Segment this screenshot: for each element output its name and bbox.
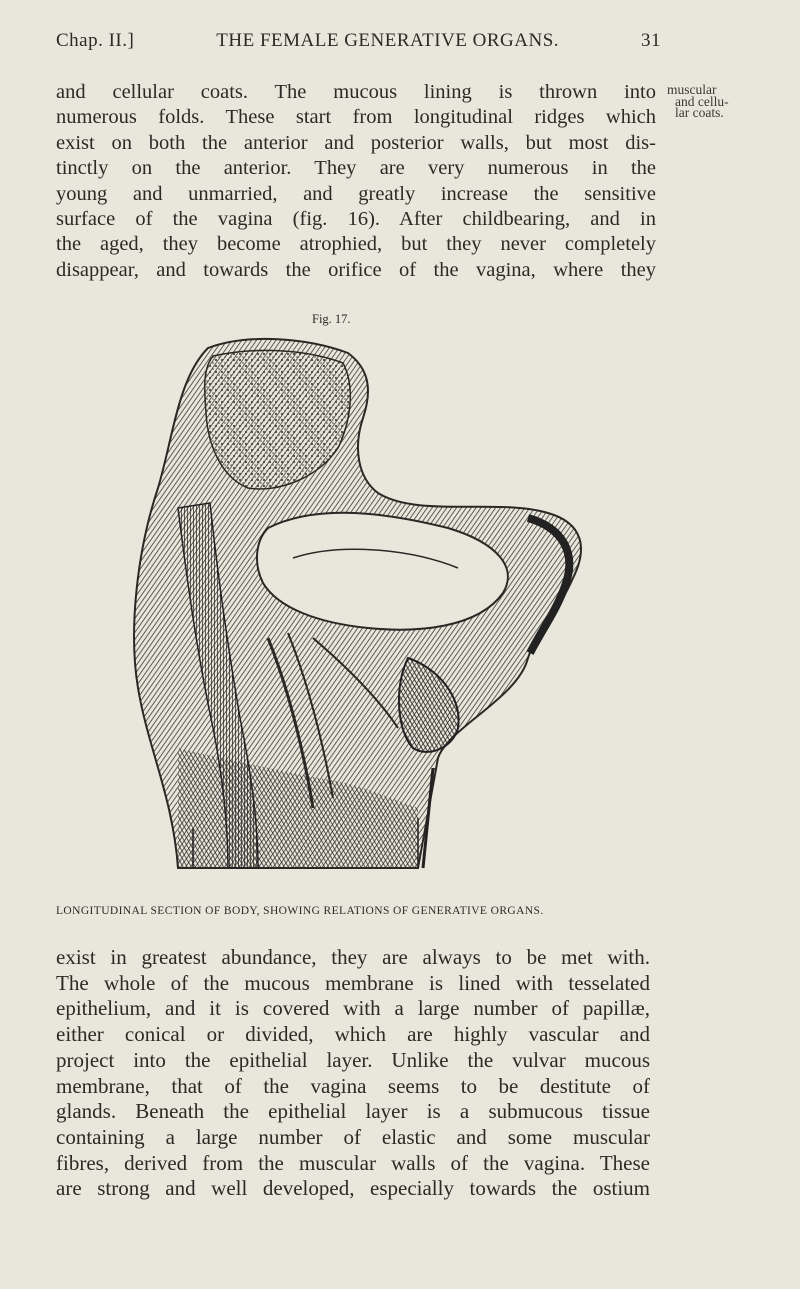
text-line: tinctly on the anterior. They are very numerous in the [56, 157, 656, 180]
text-line: are strong and well developed, especially towards the ostium [56, 1176, 650, 1201]
text-line: either conical or divided, which are highly vascular and [56, 1022, 650, 1047]
text-line: glands. Beneath the epithelial layer is a submucous tissue [56, 1099, 650, 1124]
text-line: The whole of the mucous membrane is lined with tesselated [56, 970, 650, 995]
anatomical-section-illustration [118, 328, 588, 873]
figure-caption: LONGITUDINAL SECTION OF BODY, SHOWING RELATIONS OF GENERATIVE ORGANS. [56, 905, 544, 917]
figure-label: Fig. 17. [312, 312, 351, 326]
text-line: numerous folds. These start from longitudinal ridges which [56, 106, 656, 129]
chapter-label: Chap. II.] [56, 30, 135, 51]
text-line: exist in greatest abundance, they are always to be met with. [56, 945, 650, 969]
margin-note-line: muscular [667, 82, 717, 97]
text-line: exist on both the anterior and posterior walls, but most dis- [56, 131, 656, 154]
text-line: disappear, and towards the orifice of the vagina, where they [56, 258, 656, 281]
paragraph-1 [56, 80, 656, 283]
text-line: the aged, they become atrophied, but they never completely [56, 233, 656, 256]
margin-note-line: and cellu- [675, 93, 729, 109]
text-line: membrane, that of the vagina seems to be destitute of [56, 1073, 650, 1098]
page-number: 31 [640, 30, 661, 51]
text-line: surface of the vagina (fig. 16). After childbearing, and in [56, 208, 656, 231]
text-line: and cellular coats. The mucous lining is thrown into [56, 81, 656, 103]
text-line: young and unmarried, and greatly increase the sensitive [56, 182, 656, 205]
text-line: containing a large number of elastic and some muscular [56, 1124, 650, 1149]
text-line: project into the epithelial layer. Unlike the vulvar mucous [56, 1047, 650, 1072]
margin-note [667, 84, 729, 119]
text-line: epithelium, and it is covered with a large number of papillæ, [56, 996, 650, 1021]
paragraph-2 [56, 945, 650, 1202]
margin-note-line: lar coats. [675, 105, 724, 120]
running-title: THE FEMALE GENERATIVE ORGANS. [216, 30, 560, 51]
running-header [56, 30, 661, 52]
text-line: fibres, derived from the muscular walls of the vagina. These [56, 1150, 650, 1175]
